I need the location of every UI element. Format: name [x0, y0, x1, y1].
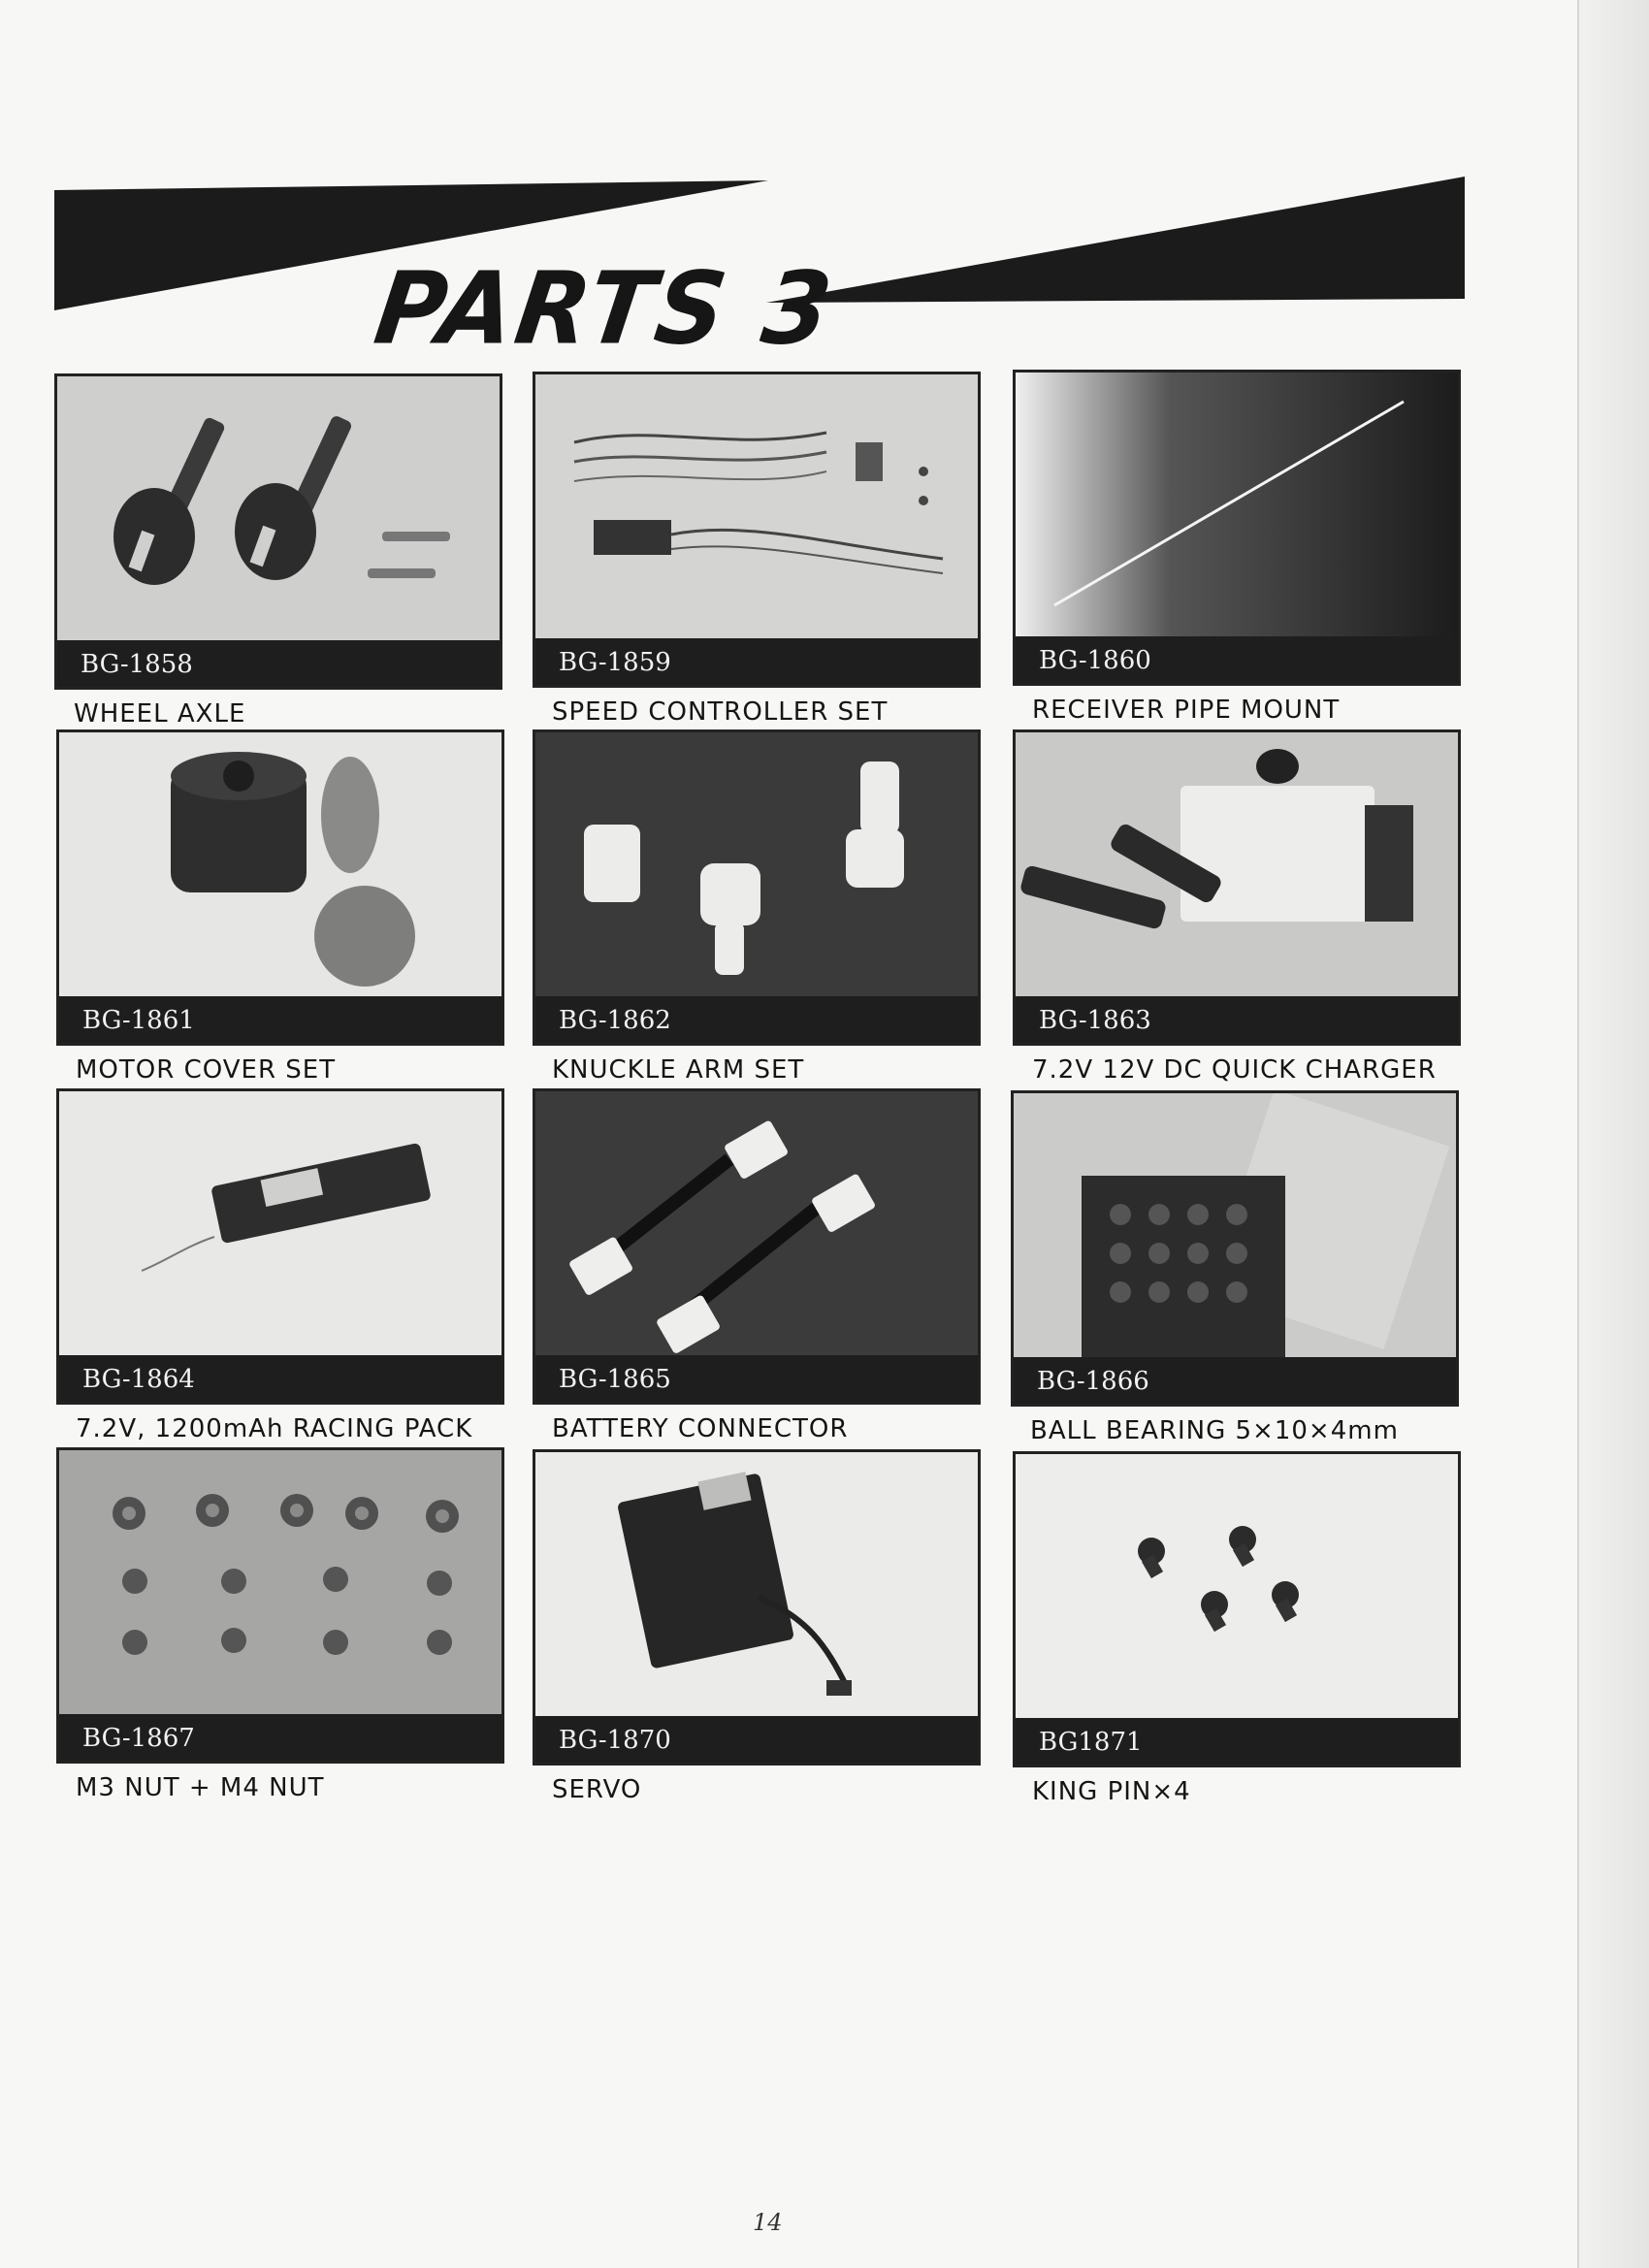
part-code-bar	[1016, 1718, 1458, 1765]
part-photo	[1013, 729, 1461, 1046]
part-name: RECEIVER PIPE MOUNT	[1032, 696, 1341, 725]
part-photo	[56, 1088, 504, 1405]
part-name: MOTOR COVER SET	[76, 1055, 337, 1085]
part-photo	[54, 373, 502, 690]
part-code: BG-1863	[1039, 1006, 1151, 1035]
part-code-bar	[57, 640, 500, 687]
part-code-bar	[535, 638, 978, 685]
part-code-bar	[1014, 1357, 1456, 1404]
part-code: BG-1858	[81, 650, 193, 679]
part-photo	[1013, 370, 1461, 686]
part-photo	[533, 372, 981, 688]
part-name: 7.2V 12V DC QUICK CHARGER	[1032, 1055, 1437, 1085]
part-photo	[1013, 1451, 1461, 1767]
part-photo	[533, 729, 981, 1046]
part-code: BG-1870	[559, 1726, 671, 1755]
part-photo	[1011, 1090, 1459, 1407]
part-code-bar	[59, 996, 501, 1043]
part-name: SERVO	[552, 1775, 642, 1804]
part-code: BG-1861	[82, 1006, 195, 1035]
part-code: BG-1864	[82, 1365, 195, 1394]
part-code: BG-1866	[1037, 1367, 1149, 1396]
part-name: WHEEL AXLE	[74, 699, 246, 729]
part-name: M3 NUT + M4 NUT	[76, 1773, 325, 1802]
part-name: SPEED CONTROLLER SET	[552, 697, 889, 727]
page-number: 14	[753, 2209, 783, 2236]
part-photo	[533, 1088, 981, 1405]
part-code: BG-1865	[559, 1365, 671, 1394]
part-name: KING PIN×4	[1032, 1777, 1191, 1806]
part-name: BATTERY CONNECTOR	[552, 1414, 849, 1443]
part-code: BG-1860	[1039, 646, 1151, 675]
part-code-bar	[59, 1355, 501, 1402]
part-name: 7.2V, 1200mAh RACING PACK	[76, 1414, 473, 1443]
part-code-bar	[535, 1355, 978, 1402]
part-code-bar	[1016, 996, 1458, 1043]
part-name: KNUCKLE ARM SET	[552, 1055, 805, 1085]
part-code-bar	[1016, 636, 1458, 683]
part-code: BG-1862	[559, 1006, 671, 1035]
part-photo	[56, 1447, 504, 1764]
part-code-bar	[535, 1716, 978, 1763]
part-code-bar	[535, 996, 978, 1043]
part-code: BG-1867	[82, 1724, 195, 1753]
part-code: BG1871	[1039, 1728, 1143, 1757]
part-photo	[56, 729, 504, 1046]
part-photo	[533, 1449, 981, 1766]
page-title: PARTS 3	[368, 251, 841, 368]
part-name: BALL BEARING 5×10×4mm	[1030, 1416, 1399, 1445]
part-code: BG-1859	[559, 648, 671, 677]
part-code-bar	[59, 1714, 501, 1761]
